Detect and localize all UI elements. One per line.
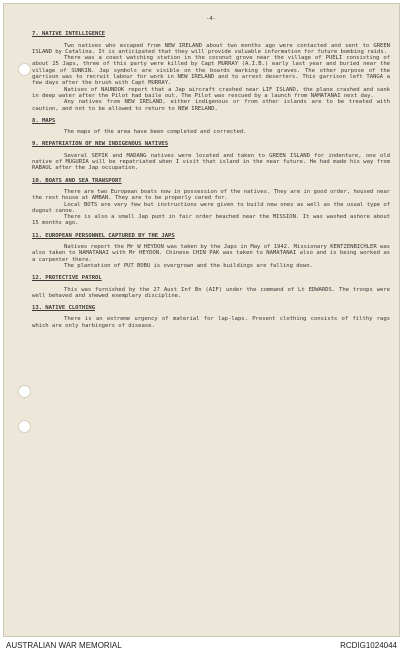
section-paragraph: The maps of the area have been completed and corrected. [64,129,247,136]
document-section [32,275,390,299]
footer-bar [0,637,403,654]
punch-hole [18,63,31,76]
section-paragraph: Several SEPIK and MADANG natives were located and taken to GREEN ISLAND for indenture, one old native of MUGURIA will be repatriated when I visit that island in the near future. He had made his way from RABAUL after the Jap occupation. [32,152,390,172]
document-section [32,31,390,112]
section-heading: 9. REPATRIATION OF NEW INDIGENOUS NATIVES [32,141,169,148]
section-heading: 10. BOATS AND SEA TRANSPORT [32,177,122,184]
section-heading: 13. NATIVE CLOTHING [32,305,96,312]
section-paragraph: There is an extreme urgency of material for lap-laps. Present clothing consists of filthy rags which are only harbingers of disease. [32,316,390,329]
section-heading: 11. EUROPEAN PERSONNEL CAPTURED BY THE JAPS [32,232,175,239]
footer-source: AUSTRALIAN WAR MEMORIAL [6,641,122,650]
section-heading: 8. MAPS [32,117,56,124]
document-section [32,118,390,136]
document-body [32,16,390,335]
document-section [32,141,390,171]
sections-container [32,31,390,329]
section-paragraph: Local BOTS are very few but instructions were given to build new ones as well as the usual type of dugout canoe. [32,201,390,214]
section-paragraph: There is also a small Jap punt in fair order beached near the MISSION. It was washed ashore about 15 months ago. [32,214,390,227]
section-paragraph: Any natives from NEW IRELAND, either indigenous or from other islands are to be treated with caution, and not to be allowed to return to NEW IRELAND. [32,99,390,112]
section-paragraph: Two natives who escaped from NEW IRELAND about two months ago were contacted and sent to GREEN ISLAND by Catalina. It is anticipated that they will provide valuable information for future bombing raids. [32,42,390,55]
footer-id: RCDIG1024044 [340,641,397,650]
document-section [32,305,390,329]
document-section [32,233,390,269]
punch-hole [18,420,31,433]
section-heading: 7. NATIVE INTELLIGENCE [32,31,105,38]
page-number: -4- [206,16,216,22]
document-section [32,178,390,227]
section-paragraph: Natives of NAUNDOK report that a Jap aircraft crashed near LIF ISLAND, the plane crashed and sank in deep water after the Pilot had baile out. The Pilot was rescued by a launch from NAMATANAI next day. [32,86,390,99]
section-paragraph: This was furnished by the 27 Aust Inf Bn (AIF) under the command of Lt EDWARDS. The troops were well behaved and shewed exemplary discipline. [32,286,390,299]
punch-hole [18,385,31,398]
section-paragraph: Natives report the Mr W HEYDON was taken by the Japs in May of 1942. Missionary KENTZENBICHLER was also taken to NAMATANAI with Mr HEYDON. Chinese CHIN PAK was taken to NAMATANAI also and is being worked as a carpenter there. [32,244,390,263]
section-paragraph: There are two European boats now in possession of the natives. They are in good order, housed near the rest house at AMBAN. They are to be properly cared for. [32,188,390,202]
section-paragraph: The plantation of PUT BOBU is overgrown and the buildings are falling down. [64,262,313,269]
section-paragraph: There was a coast watching station in the coconut grove near the village of PUELI consisting of about 25 Japs, three of this party were killed by Capt MURRAY (A.I.B.) early last year and buried near the village of SUNKIN. Jap symbols are visible on the boards marking the graves. The other purpose of the garrison was to recruit labour for work in NEW IRELAND and to arrest deserters. This garrison left TANGA a few days after the brush with Capt MURRAY. [32,55,390,87]
section-heading: 12. PROTECTIVE PATROL [32,275,102,282]
